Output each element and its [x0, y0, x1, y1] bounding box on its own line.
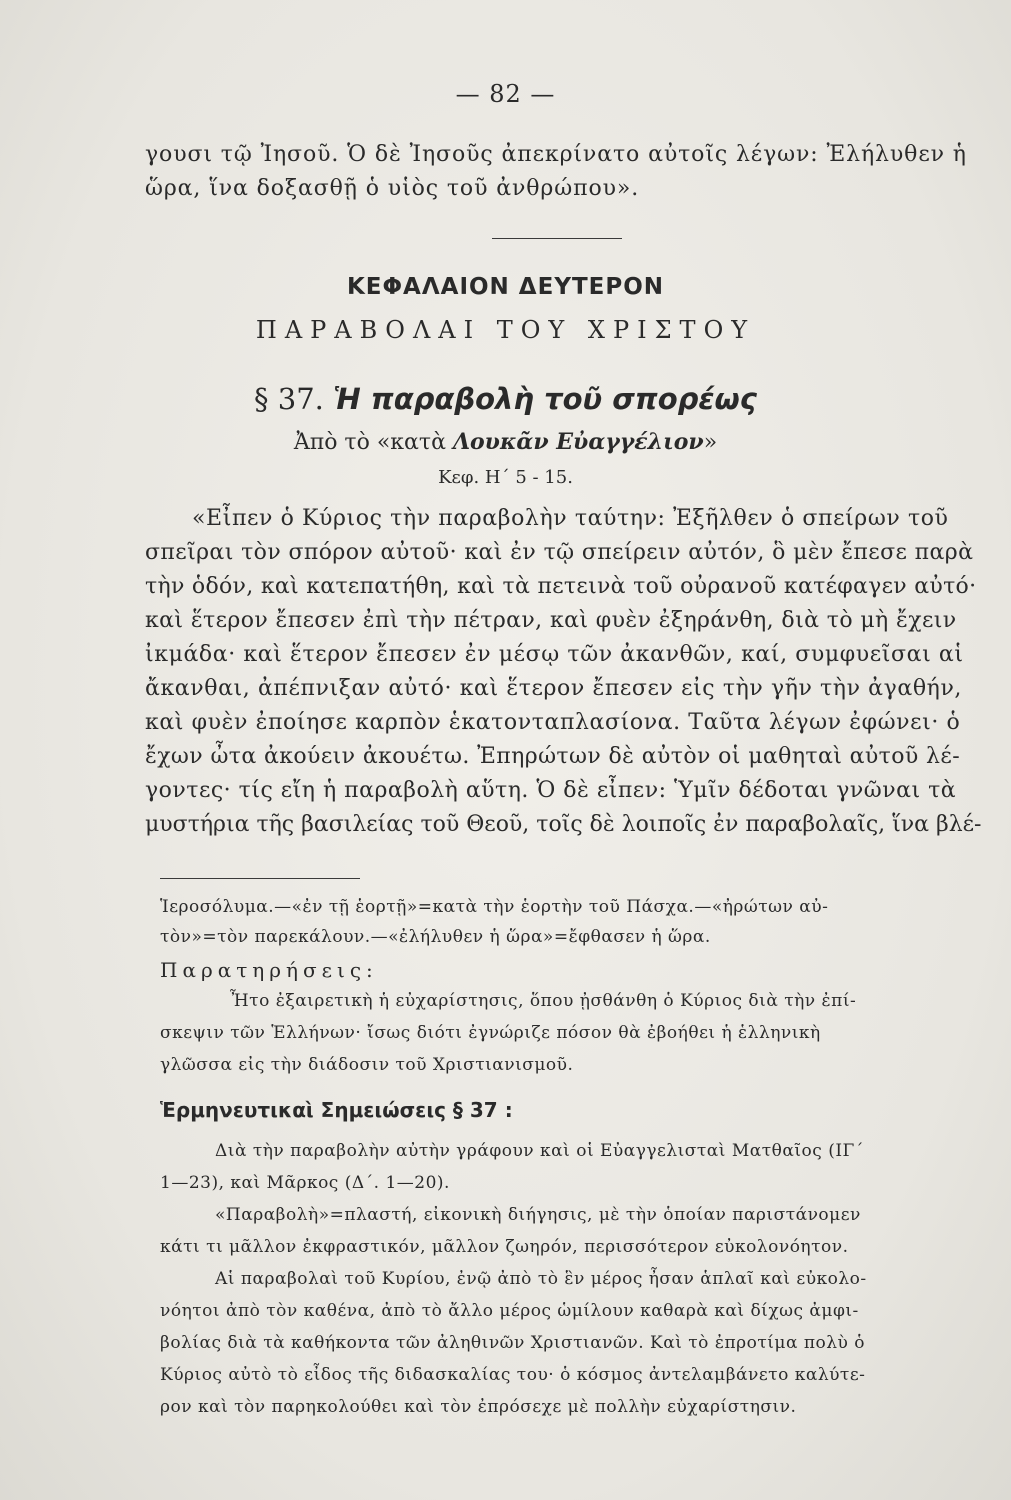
separator-rule [492, 238, 622, 239]
hermeneutics-title: Ἑρμηνευτικαὶ Σημειώσεις § 37 : [160, 1098, 513, 1122]
text-line: ἔχων ὦτα ἀκούειν ἀκουέτω. Ἐπηρώτων δὲ αὐτὸν οἱ μαθηταὶ αὐτοῦ λέ- [145, 744, 961, 769]
text-line: μυστήρια τῆς βασιλείας τοῦ Θεοῦ, τοῖς δὲ λοιποῖς ἐν παραβολαῖς, ἵνα βλέ- [145, 812, 982, 837]
footnote-line: Ἱεροσόλυμα.—«ἐν τῇ ἑορτῇ»=κατὰ τὴν ἑορτὴν τοῦ Πάσχα.—«ἠρώτων αὐ- [160, 897, 829, 917]
hermeneutics-line: Διὰ τὴν παραβολὴν αὐτὴν γράφουν καὶ οἱ Εὐαγγελισταὶ Ματθαῖος (ΙΓ΄ [215, 1141, 864, 1161]
text-line: ἰκμάδα· καὶ ἕτερον ἔπεσεν ἐν μέσῳ τῶν ἀκανθῶν, καί, συμφυεῖσαι αἱ [145, 642, 964, 667]
source-suffix: » [703, 430, 718, 455]
intro-line: ὥρα, ἵνα δοξασθῇ ὁ υἱὸς τοῦ ἀνθρώπου». [145, 176, 640, 201]
hermeneutics-line: «Παραβολὴ»=πλαστή, εἰκονικὴ διήγησις, μὲ τὴν ὁποίαν παριστάνομεν [215, 1205, 861, 1225]
footnote-rule [160, 878, 360, 879]
parables-heading: ΠΑΡΑΒΟΛΑΙ ΤΟΥ ΧΡΙΣΤΟΥ [255, 316, 756, 344]
hermeneutics-line: 1—23), καὶ Μᾶρκος (Δ΄. 1—20). [160, 1173, 450, 1193]
hermeneutics-line: Κύριος αὐτὸ τὸ εἶδος τῆς διδασκαλίας του· ὁ κόσμος ἀντελαμβάνετο καλύτε- [160, 1365, 866, 1385]
observations-line: σκεψιν τῶν Ἑλλήνων· ἴσως διότι ἐγνώριζε πόσον θὰ ἐβοήθει ἡ ἑλληνικὴ [160, 1023, 821, 1043]
observations-line: Ἦτο ἐξαιρετικὴ ἡ εὐχαρίστησις, ὅπου ᾐσθάνθη ὁ Κύριος διὰ τὴν ἐπί- [230, 991, 857, 1011]
section-heading [0, 382, 1011, 416]
source-prefix: Ἀπὸ τὸ «κατὰ [293, 430, 446, 455]
section-number: § 37. [254, 382, 324, 416]
text-line: ἄκανθαι, ἀπέπνιξαν αὐτό· καὶ ἕτερον ἔπεσεν εἰς τὴν γῆν τὴν ἀγαθήν, [145, 676, 963, 701]
hermeneutics-line: κάτι τι μᾶλλον ἐκφραστικόν, μᾶλλον ζωηρόν, περισσότερον εὐκολονόητον. [160, 1237, 849, 1257]
chapter-reference: Κεφ. Η΄ 5 - 15. [438, 467, 573, 488]
hermeneutics-line: βολίας διὰ τὰ καθήκοντα τῶν ἀληθινῶν Χριστιανῶν. Καὶ τὸ ἐπροτίμα πολὺ ὁ [160, 1333, 865, 1353]
hermeneutics-line: ρον καὶ τὸν παρηκολούθει καὶ τὸν ἐπρόσεχε μὲ πολλὴν εὐχαρίστησιν. [160, 1397, 797, 1417]
text-line: «Εἶπεν ὁ Κύριος τὴν παραβολὴν ταύτην: Ἐξῆλθεν ὁ σπείρων τοῦ [192, 506, 949, 531]
hermeneutics-line: Αἱ παραβολαὶ τοῦ Κυρίου, ἐνῷ ἀπὸ τὸ ἓν μέρος ἦσαν ἁπλαῖ καὶ εὐκολο- [215, 1269, 867, 1289]
text-line: τὴν ὁδόν, καὶ κατεπατήθη, καὶ τὰ πετεινὰ τοῦ οὐρανοῦ κατέφαγεν αὐτό· [145, 574, 977, 599]
source-line [0, 429, 1011, 455]
observations-title: Παρατηρήσεις: [160, 958, 378, 982]
text-line: καὶ ἕτερον ἔπεσεν ἐπὶ τὴν πέτραν, καὶ φυὲν ἐξηράνθη, διὰ τὸ μὴ ἔχειν [145, 608, 957, 633]
page-number: — 82 — [455, 80, 556, 108]
intro-line: γουσι τῷ Ἰησοῦ. Ὁ δὲ Ἰησοῦς ἀπεκρίνατο αὐτοῖς λέγων: Ἐλήλυθεν ἡ [145, 142, 967, 167]
section-title: Ἡ παραβολὴ τοῦ σπορέως [333, 382, 757, 416]
observations-line: γλῶσσα εἰς τὴν διάδοσιν τοῦ Χριστιανισμοῦ. [160, 1055, 574, 1075]
text-line: γοντες· τίς εἴη ἡ παραβολὴ αὕτη. Ὁ δὲ εἶπεν: Ὑμῖν δέδοται γνῶναι τὰ [145, 778, 957, 803]
source-emph: Λουκᾶν Εὐαγγέλιον [452, 429, 704, 455]
text-line: σπεῖραι τὸν σπόρον αὐτοῦ· καὶ ἐν τῷ σπείρειν αὐτόν, ὃ μὲν ἔπεσε παρὰ [145, 540, 974, 565]
chapter-heading: ΚΕΦΑΛΑΙΟΝ ΔΕΥΤΕΡΟΝ [346, 274, 665, 300]
footnote-line: τὸν»=τὸν παρεκάλουν.—«ἐλήλυθεν ἡ ὥρα»=ἔφθασεν ἡ ὥρα. [160, 927, 711, 947]
text-line: καὶ φυὲν ἐποίησε καρπὸν ἑκατονταπλασίονα. Ταῦτα λέγων ἐφώνει· ὁ [145, 710, 961, 735]
hermeneutics-line: νόητοι ἀπὸ τὸν καθένα, ἀπὸ τὸ ἄλλο μέρος ὡμίλουν καθαρὰ καὶ δίχως ἀμφι- [160, 1301, 859, 1321]
